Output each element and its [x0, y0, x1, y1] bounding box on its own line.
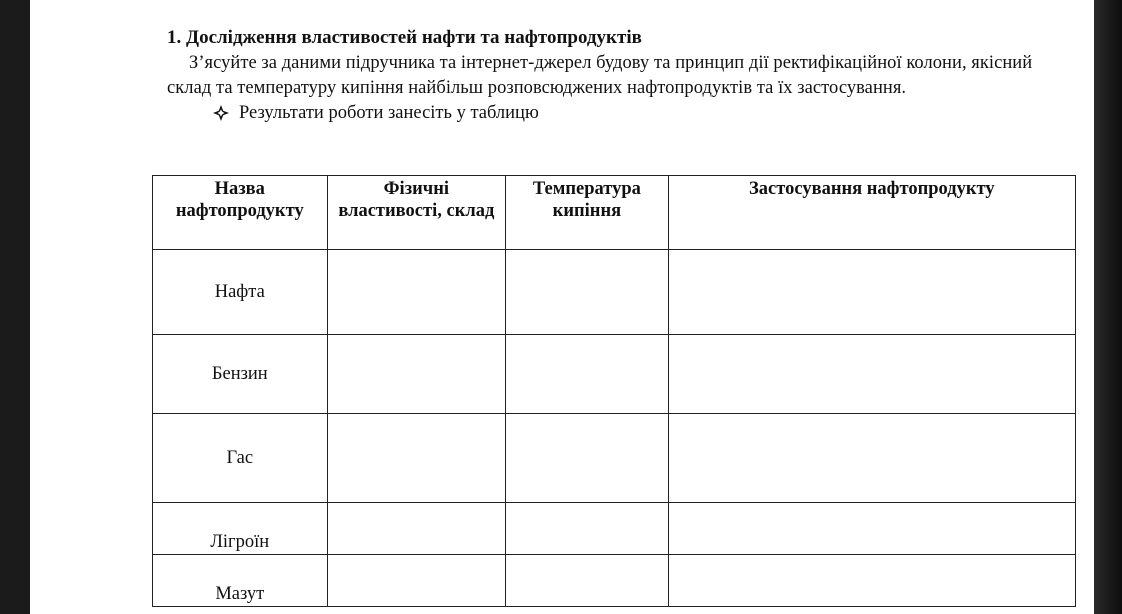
four-diamond-bullet-icon [213, 105, 229, 121]
table-cell[interactable] [327, 335, 506, 414]
task-instructions: З’ясуйте за даними підручника та інтернет-джерел будову та принцип дії ректифікаційної колони, якісний склад та температуру кипіння найбільш розповсюджених нафтопродуктів та їх застосування. [167, 53, 1033, 98]
bullet-text: Результати роботи занесіть у таблицю [239, 103, 539, 123]
row-label: Мазут [153, 555, 328, 607]
right-dark-edge [1094, 0, 1122, 614]
table-cell[interactable] [668, 335, 1075, 414]
table-cell[interactable] [506, 250, 669, 335]
table-header-row [153, 176, 1076, 250]
table-cell[interactable] [327, 555, 506, 607]
table-cell[interactable] [506, 555, 669, 607]
document-text [167, 26, 1047, 125]
table-cell[interactable] [327, 414, 506, 503]
table-cell[interactable] [668, 503, 1075, 555]
table-cell[interactable] [506, 335, 669, 414]
row-label: Нафта [153, 250, 328, 335]
table-row [153, 414, 1076, 503]
document-page [30, 0, 1094, 614]
table-row [153, 503, 1076, 555]
header-boiling-temperature: Температура кипіння [506, 176, 669, 250]
table-row [153, 335, 1076, 414]
table-cell[interactable] [327, 503, 506, 555]
table-row [153, 555, 1076, 607]
table-cell[interactable] [327, 250, 506, 335]
header-properties: Фізичні властивості, склад [327, 176, 506, 250]
table-row [153, 250, 1076, 335]
table-cell[interactable] [668, 250, 1075, 335]
bullet-instruction [213, 101, 1047, 125]
table-cell[interactable] [506, 503, 669, 555]
row-label: Лігроїн [153, 503, 328, 555]
row-label: Гас [153, 414, 328, 503]
task-heading: 1. Дослідження властивостей нафти та нафтопродуктів [167, 27, 642, 48]
table-cell[interactable] [668, 414, 1075, 503]
table-cell[interactable] [506, 414, 669, 503]
results-table [152, 175, 1076, 607]
row-label: Бензин [153, 335, 328, 414]
table-cell[interactable] [668, 555, 1075, 607]
header-application: Застосування нафтопродукту [668, 176, 1075, 250]
header-name: Назва нафтопродукту [153, 176, 328, 250]
